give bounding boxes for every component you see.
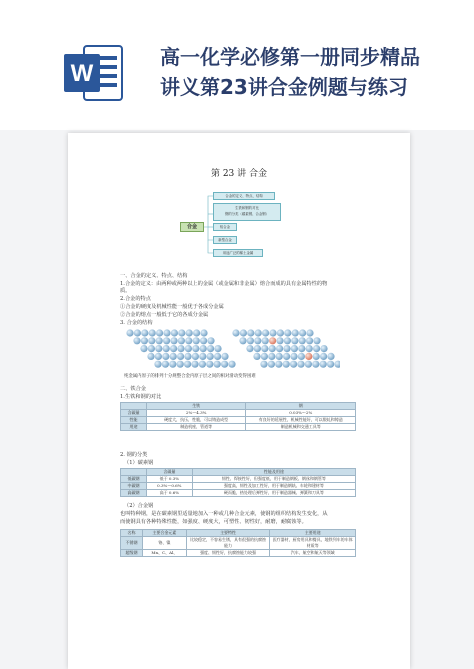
table-cell: Mn、C、Al、 <box>142 550 186 557</box>
subheading: 2. 钢的分类 <box>120 452 148 458</box>
metal-atom <box>221 361 228 368</box>
table-header-cell: 生铁 <box>146 403 246 410</box>
metal-atom <box>306 337 313 344</box>
metal-atom <box>247 329 254 336</box>
metal-atom <box>320 345 327 352</box>
row-header: 含碳量 <box>121 410 147 417</box>
table-row <box>121 410 356 417</box>
row-header: 用途 <box>121 424 147 431</box>
table-header-cell: 主要用途 <box>270 530 356 537</box>
metal-atom <box>298 345 305 352</box>
metal-atom <box>141 337 148 344</box>
metal-atom <box>277 329 284 336</box>
table-row <box>121 476 356 483</box>
metal-atom <box>312 361 319 368</box>
paragraph: 也叫特种钢，是在碳素钢里适量地加入一种或几种合金元素，使钢的组织结构发生变化，从 <box>120 511 328 517</box>
metal-atom <box>306 329 313 336</box>
metal-atom <box>262 337 269 344</box>
metal-atom <box>191 361 198 368</box>
metal-atom <box>306 345 313 352</box>
table-cell: 铬、镍 <box>142 537 186 550</box>
table-header-cell: 性能及用途 <box>192 469 355 476</box>
metal-atom <box>178 337 185 344</box>
table-header-row <box>121 403 356 410</box>
table-cell: 硬而脆，热处理后弹性好，用于制造器械、弹簧和刀具等 <box>192 490 355 497</box>
table-header-cell <box>121 469 147 476</box>
title-line-1: 高一化学必修第一册同步精品 <box>160 45 420 69</box>
metal-atom <box>292 329 299 336</box>
metal-atom <box>207 353 214 360</box>
svg-text:W: W <box>70 60 94 87</box>
metal-atom <box>193 337 200 344</box>
mindmap-node: 生铁和钢的对比 <box>235 206 259 210</box>
mindmap-node: 钢的分类（碳素钢、合金钢） <box>224 212 270 216</box>
metal-atom <box>254 337 261 344</box>
metal-atom <box>155 353 162 360</box>
row-header: 中碳钢 <box>121 483 147 490</box>
mindmap-node: 用途广泛的稀土金属 <box>213 249 263 257</box>
table-cell: 高于 0.6% <box>146 490 192 497</box>
lesson-title: 第 23 讲 合金 <box>210 169 268 179</box>
metal-atom <box>246 345 253 352</box>
metal-atom <box>177 361 184 368</box>
mindmap-node: 铝合金 <box>213 223 237 231</box>
section-heading: 一、合金的定义、特点、结构 <box>120 273 188 279</box>
subheading: （1）碳素钢 <box>124 460 154 466</box>
metal-atom <box>290 353 297 360</box>
metal-atom <box>162 361 169 368</box>
paragraph: ②合金的熔点一般低于它的各成分金属 <box>120 312 209 318</box>
table-cell: 硬度大，抗压，性脆，可以铸造成型 <box>146 417 246 424</box>
metal-atom <box>206 361 213 368</box>
metal-atom <box>268 353 275 360</box>
row-header: 低碳钢 <box>121 476 147 483</box>
table-header-cell: 钢 <box>246 403 356 410</box>
table-row <box>121 490 356 497</box>
metal-atom <box>200 329 207 336</box>
paragraph: 而使钢具有各种特殊性能，如强度、硬度大，可塑性、韧性好，耐磨，耐腐蚀等。 <box>120 519 307 525</box>
metal-atom <box>141 329 148 336</box>
metal-atom <box>327 353 334 360</box>
metal-atom <box>177 353 184 360</box>
table-cell: 汽车、航空和航天等领域 <box>270 550 356 557</box>
metal-atom <box>214 345 221 352</box>
metal-atom <box>334 361 340 368</box>
metal-atom <box>177 345 184 352</box>
paragraph: ①合金的硬度及机械性能一般优于各成分金属 <box>120 304 224 310</box>
metal-atom <box>276 345 283 352</box>
table-row <box>121 537 356 550</box>
metal-atom <box>163 345 170 352</box>
metal-atom <box>284 337 291 344</box>
metal-atom <box>269 329 276 336</box>
metal-atom <box>170 353 177 360</box>
table-header-row <box>121 530 356 537</box>
solute-atom <box>305 353 312 360</box>
paragraph: 3. 合金的结构 <box>120 320 153 326</box>
metal-atom <box>299 329 306 336</box>
metal-atom <box>200 345 207 352</box>
metal-atom <box>154 361 161 368</box>
alloy-structure-figure <box>124 328 340 370</box>
metal-atom <box>162 353 169 360</box>
metal-atom <box>305 361 312 368</box>
metal-atom <box>169 361 176 368</box>
metal-atom <box>276 337 283 344</box>
table-row <box>121 417 356 424</box>
metal-atom <box>320 353 327 360</box>
metal-atom <box>156 329 163 336</box>
metal-atom <box>148 345 155 352</box>
metal-atom <box>284 329 291 336</box>
metal-atom <box>239 337 246 344</box>
table-cell: 有良好的延展性，机械性能好，可以锻轧和铸造 <box>246 417 356 424</box>
metal-atom <box>320 361 327 368</box>
metal-atom <box>262 329 269 336</box>
metal-atom <box>155 345 162 352</box>
metal-atom <box>170 337 177 344</box>
metal-atom <box>240 329 247 336</box>
metal-atom <box>327 361 334 368</box>
metal-atom <box>313 345 320 352</box>
metal-atom <box>232 329 239 336</box>
document-page <box>68 133 410 669</box>
page-header <box>0 0 474 130</box>
metal-atom <box>207 337 214 344</box>
title-line-2: 讲义第23讲合金例题与练习 <box>160 75 408 99</box>
table-cell: 医疗器材，厨房用具和餐具，地铁列车的车体材质等 <box>270 537 356 550</box>
metal-atom <box>275 361 282 368</box>
row-header: 性能 <box>121 417 147 424</box>
metal-atom <box>134 329 141 336</box>
metal-atom <box>291 345 298 352</box>
table-row <box>121 424 356 431</box>
table-cell: 强度、韧性好，抗腐蚀能力较强 <box>186 550 270 557</box>
row-header: 高碳钢 <box>121 490 147 497</box>
table-header-cell: 含碳量 <box>146 469 192 476</box>
table-header-row <box>121 469 356 476</box>
metal-atom <box>276 353 283 360</box>
table-header-cell: 主要特性 <box>186 530 270 537</box>
metal-atom <box>170 345 177 352</box>
pig-iron-steel-table <box>120 402 356 431</box>
subheading: 1.生铁和钢的对比 <box>120 394 162 400</box>
solute-atom <box>269 337 276 344</box>
metal-atom <box>299 337 306 344</box>
section-heading: 二、铁合金 <box>120 386 146 392</box>
metal-atom <box>283 353 290 360</box>
mindmap-node-group <box>213 203 281 221</box>
table-cell: 制造机座，管道等 <box>146 424 246 431</box>
mindmap-node: 新型合金 <box>213 236 237 244</box>
table-row <box>121 550 356 557</box>
metal-atom <box>247 337 254 344</box>
metal-atom <box>199 353 206 360</box>
metal-atom <box>148 337 155 344</box>
metal-atom <box>221 353 228 360</box>
metal-atom <box>133 337 140 344</box>
table-header-cell <box>121 403 147 410</box>
metal-atom <box>261 353 268 360</box>
metal-atom <box>147 353 154 360</box>
metal-atom <box>313 353 320 360</box>
metal-atom <box>200 337 207 344</box>
carbon-steel-table <box>120 468 356 497</box>
metal-atom <box>186 329 193 336</box>
metal-atom <box>260 361 267 368</box>
metal-atom <box>199 361 206 368</box>
table-cell: 2%～4.3% <box>146 410 246 417</box>
mindmap-node: 合金的定义、特点、结构 <box>213 192 275 200</box>
metal-atom <box>184 353 191 360</box>
document-title <box>160 42 460 102</box>
subheading: （2）合金钢 <box>124 503 154 509</box>
metal-atom <box>163 337 170 344</box>
metal-atom <box>228 361 235 368</box>
paragraph: 1.合金的定义：由两种或两种以上的金属（或金属和非金属）熔合而成的具有金属特性的物 <box>120 281 328 287</box>
metal-atom <box>283 345 290 352</box>
metal-atom <box>184 361 191 368</box>
metal-atom <box>192 345 199 352</box>
table-cell: 0.3%～0.6% <box>146 483 192 490</box>
metal-atom <box>185 337 192 344</box>
metal-atom <box>214 361 221 368</box>
metal-atom <box>149 329 156 336</box>
metal-atom <box>171 329 178 336</box>
figure-caption: 纯金属内原子的排列十分规整合金内原子层之间的相对滑动变得困难 <box>124 374 256 379</box>
table-cell: 0.03%～2% <box>246 410 356 417</box>
metal-atom <box>254 345 261 352</box>
metal-atom <box>313 337 320 344</box>
metal-atom <box>214 353 221 360</box>
metal-atom <box>297 361 304 368</box>
metal-atom <box>185 345 192 352</box>
table-row <box>121 483 356 490</box>
table-cell: 韧性、焊接性好，但强度低，用于制造钢板、钢丝和钢管等 <box>192 476 355 483</box>
metal-atom <box>291 337 298 344</box>
metal-atom <box>178 329 185 336</box>
metal-atom <box>207 345 214 352</box>
mindmap-root: 合金 <box>180 222 204 232</box>
metal-atom <box>156 337 163 344</box>
table-cell: 比较稳定，不容易生锈，具有很强的抗腐蚀能力 <box>186 537 270 550</box>
metal-atom <box>255 329 262 336</box>
metal-atom <box>253 353 260 360</box>
table-header-cell: 名称 <box>121 530 143 537</box>
metal-atom <box>298 353 305 360</box>
metal-atom <box>261 345 268 352</box>
alloy-steel-table <box>120 529 356 557</box>
table-cell: 低于 0.3% <box>146 476 192 483</box>
metal-atom <box>269 345 276 352</box>
metal-atom <box>268 361 275 368</box>
metal-atom <box>290 361 297 368</box>
table-cell: 制造机械和交通工具等 <box>246 424 356 431</box>
metal-atom <box>126 329 133 336</box>
paragraph: 2.合金的特点 <box>120 296 151 302</box>
metal-atom <box>163 329 170 336</box>
table-header-cell: 主要合金元素 <box>142 530 186 537</box>
metal-atom <box>193 329 200 336</box>
row-header: 不锈钢 <box>121 537 143 550</box>
metal-atom <box>140 345 147 352</box>
metal-atom <box>192 353 199 360</box>
metal-atom <box>283 361 290 368</box>
word-document-icon <box>62 42 124 104</box>
row-header: 超级钢 <box>121 550 143 557</box>
table-cell: 强度高，韧性及加工性好，用于制造钢轨、车轮和建材等 <box>192 483 355 490</box>
paragraph: 质。 <box>120 288 131 294</box>
